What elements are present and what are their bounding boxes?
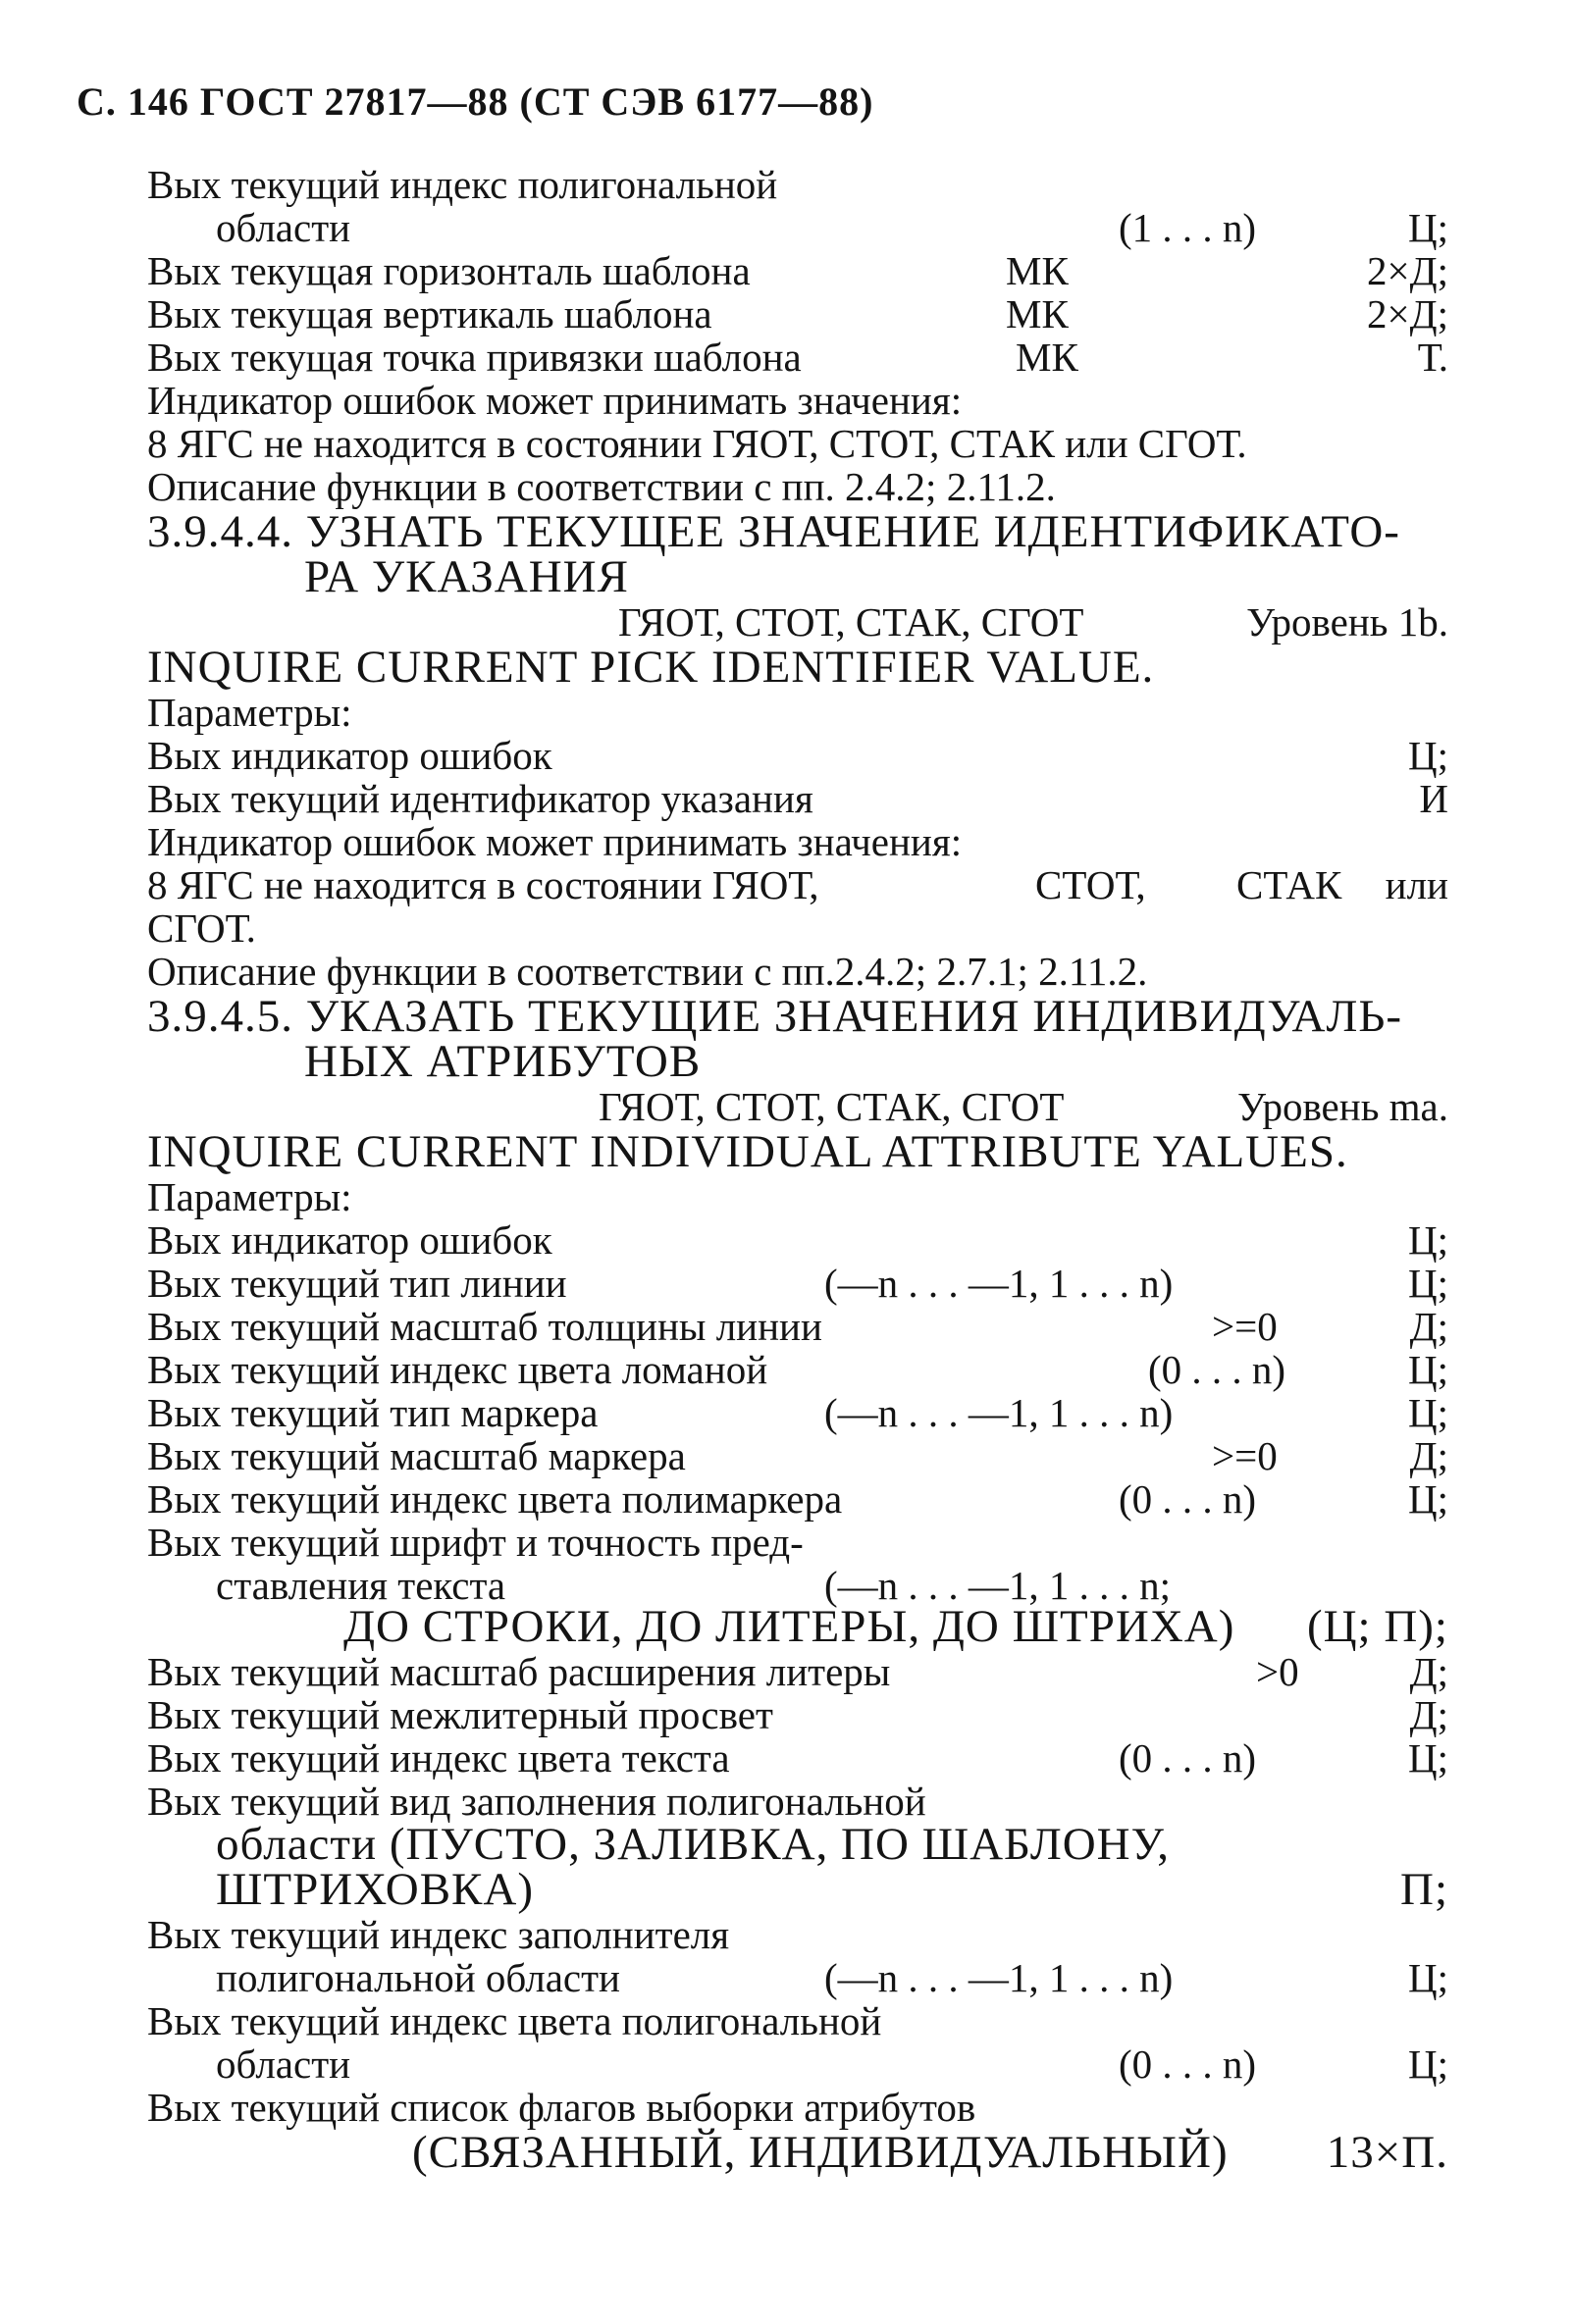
line-level: Уровень 1b. [1246, 599, 1448, 645]
text-line [147, 1348, 1448, 1391]
line-range: (—n . . . —1, 1 . . . n; [824, 1563, 1172, 1608]
text-line [147, 1819, 1448, 1870]
text-line [147, 1864, 1448, 1915]
line-type: Д; [1409, 1692, 1448, 1737]
line-text: 8 ЯГС не находится в состоянии ГЯОТ, СТОТ, СТАК или СГОТ. [147, 421, 1247, 466]
text-line [147, 292, 1448, 336]
line-type: Ц; [1408, 1217, 1448, 1263]
line-text: ставления текста [216, 1563, 506, 1608]
line-text: Вых текущий тип линии [147, 1261, 567, 1306]
text-line [147, 1305, 1448, 1348]
line-text: Описание функции в соответствии с пп.2.4.2; 2.7.1; 2.11.2. [147, 949, 1148, 994]
text-line [147, 1434, 1448, 1477]
line-text: Вых текущий идентификатор указания [147, 776, 813, 821]
text-line [147, 1391, 1448, 1434]
line-text: Вых текущая вертикаль шаблона [147, 291, 712, 336]
line-range: >=0 [1212, 1433, 1278, 1478]
line-text: ГЯОТ, СТОТ, СТАК, СГОТ [618, 599, 1084, 645]
line-type: (Ц; П); [1306, 1601, 1448, 1652]
line-type: Ц; [1408, 205, 1448, 250]
text-line [147, 1218, 1448, 1262]
text-line [147, 820, 1448, 863]
line-type: Ц; [1408, 1347, 1448, 1392]
english-title [147, 642, 1448, 693]
line-text: Индикатор ошибок может принимать значения: [147, 819, 963, 864]
line-text: Вых текущий масштаб расширения литеры [147, 1649, 891, 1694]
text-line [147, 1780, 1448, 1823]
line-type: Ц; [1408, 1955, 1448, 2000]
line-text: Вых текущий список флагов выборки атрибутов [147, 2085, 976, 2130]
line-type: Ц; [1408, 1261, 1448, 1306]
line-text: ДО СТРОКИ, ДО ЛИТЕРЫ, ДО ШТРИХА) [343, 1601, 1235, 1652]
text-line [147, 1956, 1448, 1999]
line-level: Уровень ma. [1237, 1084, 1448, 1129]
line-range: >0 [1256, 1649, 1299, 1694]
line-type: 13×П. [1326, 2127, 1448, 2178]
line-range: >=0 [1212, 1304, 1278, 1349]
text-line [147, 906, 1448, 950]
line-text: Вых текущий межлитерный просвет [147, 1692, 773, 1737]
line-text: Вых текущий масштаб толщины линии [147, 1304, 822, 1349]
line-range: МК [1006, 291, 1069, 336]
line-text: INQUIRE CURRENT PICK IDENTIFIER VALUE. [147, 642, 1155, 693]
text-line [147, 600, 1448, 644]
line-type: Ц; [1408, 1735, 1448, 1781]
line-text: Вых индикатор ошибок [147, 1217, 552, 1263]
section-heading [147, 1036, 1448, 1087]
line-text: Вых текущий масштаб маркера [147, 1433, 686, 1478]
line-text: ГЯОТ, СТОТ, СТАК, СГОТ [599, 1084, 1065, 1129]
line-text: СТАК [1236, 862, 1342, 907]
text-line [147, 1521, 1448, 1564]
text-line [147, 1477, 1448, 1521]
text-line [147, 163, 1448, 206]
line-text: области [216, 2041, 351, 2087]
text-line [147, 950, 1448, 993]
text-line [147, 336, 1448, 379]
text-line [147, 422, 1448, 465]
text-line [147, 206, 1448, 249]
line-type: Т. [1417, 335, 1448, 380]
text-line [147, 1650, 1448, 1693]
line-text: НЫХ АТРИБУТОВ [304, 1036, 702, 1087]
line-text: СТОТ, [1035, 862, 1146, 907]
line-type: П; [1400, 1864, 1448, 1915]
line-text: 8 ЯГС не находится в состоянии ГЯОТ, [147, 862, 819, 907]
line-text: Вых текущая точка привязки шаблона [147, 335, 802, 380]
text-line [147, 1601, 1448, 1652]
line-text: INQUIRE CURRENT INDIVIDUAL ATTRIBUTE YALUES. [147, 1126, 1348, 1177]
text-line [147, 863, 1448, 906]
text-line [147, 734, 1448, 777]
line-text: Вых текущий индекс цвета текста [147, 1735, 730, 1781]
text-line [147, 691, 1448, 734]
section-heading [147, 551, 1448, 602]
line-text: Вых индикатор ошибок [147, 733, 552, 778]
page-header: С. 146 ГОСТ 27817—88 (СТ СЭВ 6177—88) [77, 79, 874, 124]
line-text: области (ПУСТО, ЗАЛИВКА, ПО ШАБЛОНУ, [216, 1819, 1170, 1870]
line-text: 3.9.4.5. УКАЗАТЬ ТЕКУЩИЕ ЗНАЧЕНИЯ ИНДИВИДУАЛЬ- [147, 991, 1402, 1042]
line-range: МК [1016, 335, 1078, 380]
line-type: Д; [1409, 1304, 1448, 1349]
line-type: Ц; [1408, 1390, 1448, 1435]
line-type: Д; [1409, 1433, 1448, 1478]
line-range: (—n . . . —1, 1 . . . n) [824, 1390, 1174, 1435]
line-text: Вых текущий индекс цвета полимаркера [147, 1476, 843, 1522]
line-text: Вых текущий индекс заполнителя [147, 1912, 730, 1957]
text-line [147, 1736, 1448, 1780]
line-text: Вых текущий индекс полигональной [147, 162, 778, 207]
line-text: СГОТ. [147, 905, 256, 951]
text-line [147, 777, 1448, 820]
line-text: Вых текущий шрифт и точность пред- [147, 1520, 804, 1565]
line-range: (0 . . . n) [1148, 1347, 1286, 1392]
line-text: Вых текущий тип маркера [147, 1390, 599, 1435]
line-text: Вых текущая горизонталь шаблона [147, 248, 751, 293]
line-text: Параметры: [147, 1174, 352, 1219]
text-line [147, 249, 1448, 292]
line-text: 3.9.4.4. УЗНАТЬ ТЕКУЩЕЕ ЗНАЧЕНИЕ ИДЕНТИФИКАТО- [147, 506, 1400, 557]
text-line [147, 379, 1448, 422]
line-text: или [1385, 862, 1448, 907]
text-line [147, 2127, 1448, 2178]
text-line [147, 1913, 1448, 1956]
line-range: (—n . . . —1, 1 . . . n) [824, 1261, 1174, 1306]
line-text: РА УКАЗАНИЯ [304, 551, 629, 602]
line-range: (0 . . . n) [1119, 1476, 1257, 1522]
text-line [147, 1175, 1448, 1218]
text-line [147, 2086, 1448, 2129]
line-range: МК [1006, 248, 1069, 293]
line-type: Д; [1409, 1649, 1448, 1694]
section-heading [147, 506, 1448, 557]
line-text: области [216, 205, 351, 250]
line-text: ШТРИХОВКА) [216, 1864, 534, 1915]
line-range: (—n . . . —1, 1 . . . n) [824, 1955, 1174, 2000]
line-text: Параметры: [147, 690, 352, 735]
line-text: Вых текущий индекс цвета ломаной [147, 1347, 768, 1392]
text-line [147, 1085, 1448, 1128]
line-text: Вых текущий вид заполнения полигональной [147, 1779, 926, 1824]
line-type: Ц; [1408, 2041, 1448, 2087]
line-text: Описание функции в соответствии с пп. 2.4.2; 2.11.2. [147, 464, 1056, 509]
text-line [147, 1999, 1448, 2042]
section-heading [147, 991, 1448, 1042]
english-title [147, 1126, 1448, 1177]
line-range: (1 . . . n) [1119, 205, 1257, 250]
line-range: (0 . . . n) [1119, 2041, 1257, 2087]
line-type: 2×Д; [1367, 291, 1448, 336]
text-line [147, 465, 1448, 508]
line-text: полигональной области [216, 1955, 620, 2000]
line-type: Ц; [1408, 733, 1448, 778]
text-line [147, 1693, 1448, 1736]
line-text: Вых текущий индекс цвета полигональной [147, 1998, 882, 2043]
line-type: 2×Д; [1367, 248, 1448, 293]
line-range: (0 . . . n) [1119, 1735, 1257, 1781]
line-type: И [1419, 776, 1448, 821]
text-line [147, 2042, 1448, 2086]
text-line [147, 1262, 1448, 1305]
line-type: Ц; [1408, 1476, 1448, 1522]
line-text: Индикатор ошибок может принимать значения: [147, 378, 963, 423]
line-text: (СВЯЗАННЫЙ, ИНДИВИДУАЛЬНЫЙ) [412, 2127, 1229, 2178]
